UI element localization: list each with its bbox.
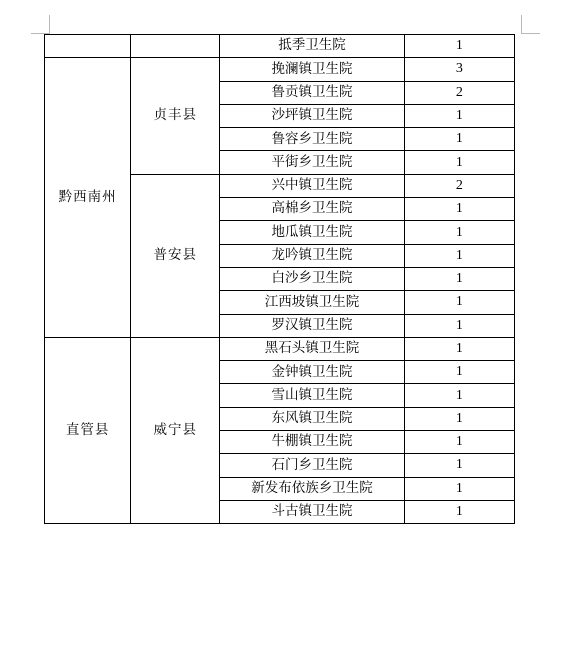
count-cell: 2 <box>404 81 514 104</box>
table-row <box>45 58 515 81</box>
hospital-name-cell: 江西坡镇卫生院 <box>220 291 404 314</box>
table-row <box>45 337 515 360</box>
count-cell: 1 <box>404 151 514 174</box>
count-cell: 1 <box>404 384 514 407</box>
count-cell: 1 <box>404 314 514 337</box>
hospital-name-cell: 挽澜镇卫生院 <box>220 58 404 81</box>
hospital-table <box>44 34 515 524</box>
county-cell <box>131 35 220 58</box>
hospital-name-cell: 罗汉镇卫生院 <box>220 314 404 337</box>
hospital-name-cell: 白沙乡卫生院 <box>220 267 404 290</box>
hospital-name-cell: 东风镇卫生院 <box>220 407 404 430</box>
count-cell: 1 <box>404 104 514 127</box>
hospital-name-cell: 鲁贡镇卫生院 <box>220 81 404 104</box>
hospital-name-cell: 牛棚镇卫生院 <box>220 431 404 454</box>
count-cell: 1 <box>404 337 514 360</box>
county-cell: 贞丰县 <box>131 58 220 174</box>
hospital-name-cell: 金钟镇卫生院 <box>220 361 404 384</box>
hospital-name-cell: 新发布依族乡卫生院 <box>220 477 404 500</box>
hospital-name-cell: 高棉乡卫生院 <box>220 198 404 221</box>
hospital-name-cell: 抵季卫生院 <box>220 35 404 58</box>
count-cell: 1 <box>404 128 514 151</box>
hospital-name-cell: 鲁容乡卫生院 <box>220 128 404 151</box>
hospital-name-cell: 斗古镇卫生院 <box>220 500 404 523</box>
count-cell: 1 <box>404 477 514 500</box>
count-cell: 1 <box>404 454 514 477</box>
count-cell: 2 <box>404 174 514 197</box>
count-cell: 1 <box>404 221 514 244</box>
count-cell: 1 <box>404 244 514 267</box>
hospital-name-cell: 平街乡卫生院 <box>220 151 404 174</box>
count-cell: 1 <box>404 407 514 430</box>
count-cell: 1 <box>404 361 514 384</box>
count-cell: 3 <box>404 58 514 81</box>
hospital-name-cell: 龙吟镇卫生院 <box>220 244 404 267</box>
prefecture-cell: 直管县 <box>45 337 131 523</box>
count-cell: 1 <box>404 267 514 290</box>
table-body <box>45 35 515 524</box>
count-cell: 1 <box>404 291 514 314</box>
hospital-name-cell: 地瓜镇卫生院 <box>220 221 404 244</box>
hospital-name-cell: 雪山镇卫生院 <box>220 384 404 407</box>
prefecture-cell: 黔西南州 <box>45 58 131 338</box>
count-cell: 1 <box>404 431 514 454</box>
county-cell: 威宁县 <box>131 337 220 523</box>
count-cell: 1 <box>404 198 514 221</box>
count-cell: 1 <box>404 35 514 58</box>
hospital-name-cell: 兴中镇卫生院 <box>220 174 404 197</box>
county-cell: 普安县 <box>131 174 220 337</box>
hospital-name-cell: 石门乡卫生院 <box>220 454 404 477</box>
prefecture-cell <box>45 35 131 58</box>
crop-mark-top-left <box>31 15 50 34</box>
hospital-name-cell: 沙坪镇卫生院 <box>220 104 404 127</box>
count-cell: 1 <box>404 500 514 523</box>
table-row <box>45 35 515 58</box>
hospital-name-cell: 黑石头镇卫生院 <box>220 337 404 360</box>
crop-mark-top-right <box>521 15 540 34</box>
